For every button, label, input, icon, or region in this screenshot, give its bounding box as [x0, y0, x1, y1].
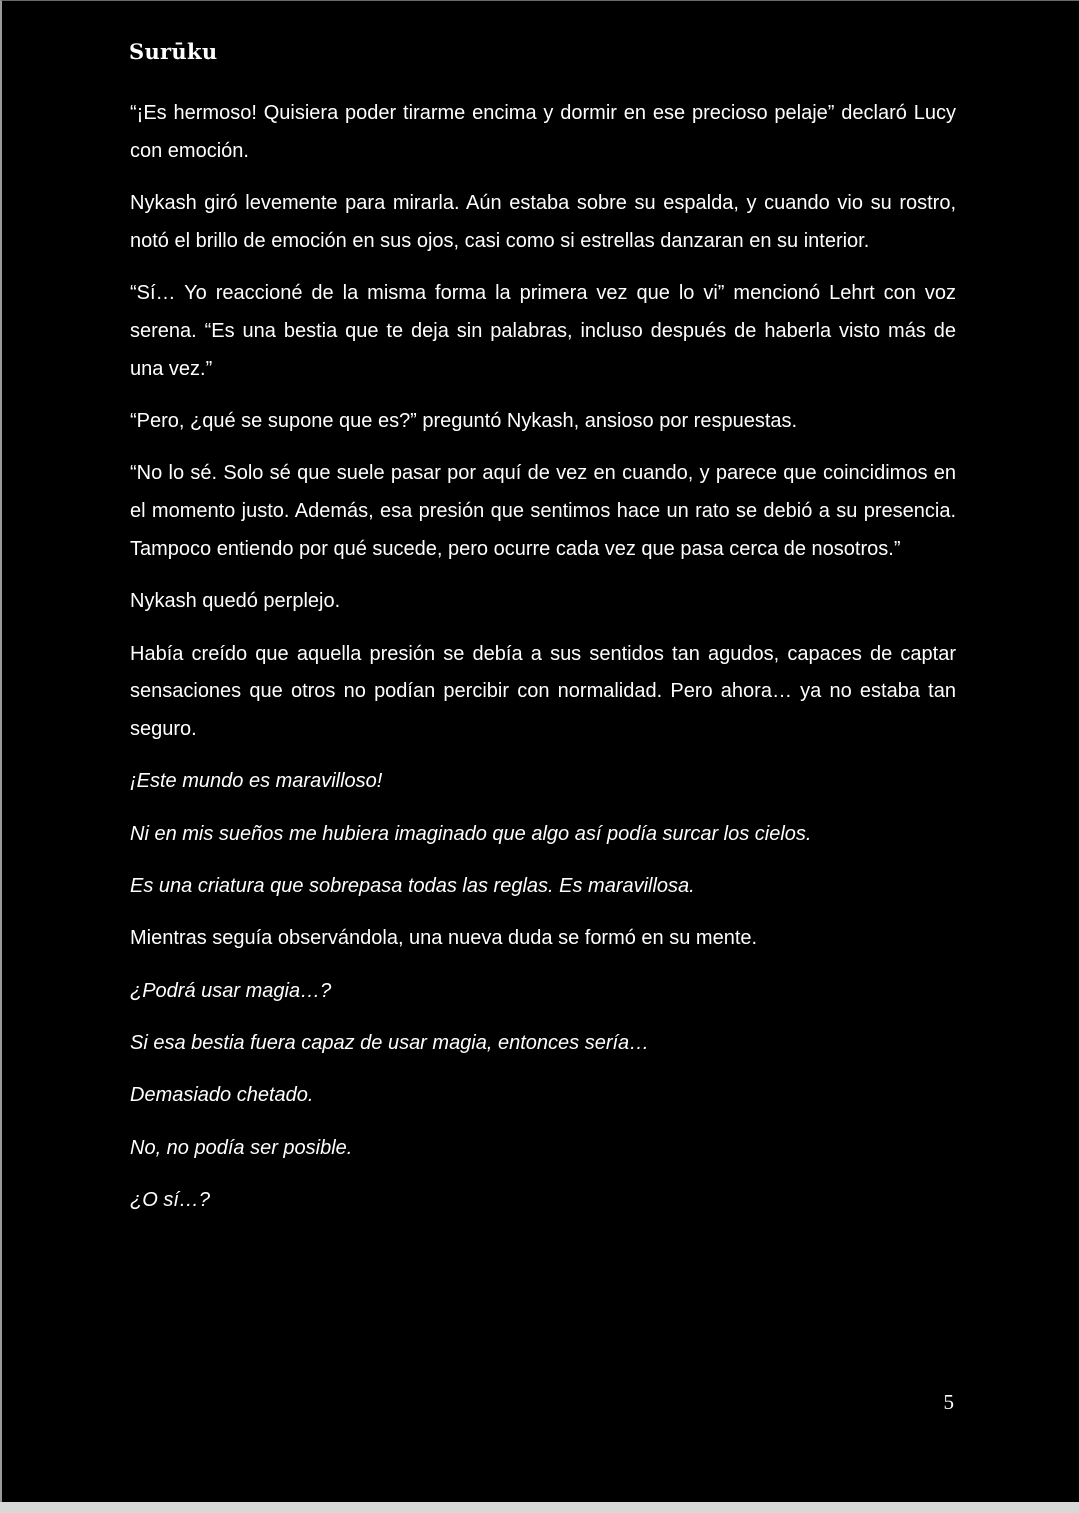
running-header-title: Surūku: [129, 39, 218, 64]
thought-paragraph: Si esa bestia fuera capaz de usar magia, entonces sería…: [130, 1031, 650, 1054]
paragraph: “¡Es hermoso! Quisiera poder tirarme encima y dormir en ese precioso pelaje” declaró Lucy con emoción.: [130, 102, 956, 162]
thought-paragraph: Es una criatura que sobrepasa todas las reglas. Es maravillosa.: [130, 875, 695, 898]
paragraph: “Sí… Yo reaccioné de la misma forma la primera vez que lo vi” mencionó Lehrt con voz serena. “Es una bestia que te deja sin palabras, incluso después de haberla visto más de una vez.”: [130, 282, 956, 380]
paragraph: Nykash quedó perplejo.: [130, 590, 341, 613]
paragraph: Mientras seguía observándola, una nueva duda se formó en su mente.: [130, 927, 758, 950]
paragraph: Nykash giró levemente para mirarla. Aún estaba sobre su espalda, y cuando vio su rostro, notó el brillo de emoción en sus ojos, casi como si estrellas danzaran en su interior.: [130, 192, 956, 252]
thought-paragraph: No, no podía ser posible.: [130, 1136, 353, 1159]
body-text: [130, 95, 956, 1234]
paragraph: “No lo sé. Solo sé que suele pasar por aquí de vez en cuando, y parece que coincidimos en el momento justo. Además, esa presión que sentimos hace un rato se debió a su presencia. Tampoco entiendo por qué sucede, pero ocurre cada vez que pasa cerca de nosotros.”: [130, 462, 956, 560]
paragraph: “Pero, ¿qué se supone que es?” preguntó Nykash, ansioso por respuestas.: [130, 410, 798, 433]
page-number: 5: [943, 1390, 954, 1414]
thought-paragraph: ¿O sí…?: [130, 1188, 211, 1211]
thought-paragraph: Demasiado chetado.: [130, 1084, 314, 1107]
paragraph: Había creído que aquella presión se debía a sus sentidos tan agudos, capaces de captar sensaciones que otros no podían percibir con normalidad. Pero ahora… ya no estaba tan seguro.: [130, 642, 956, 741]
thought-paragraph: ¿Podrá usar magia…?: [130, 979, 332, 1002]
thought-paragraph: ¡Este mundo es maravilloso!: [130, 770, 383, 793]
thought-paragraph: Ni en mis sueños me hubiera imaginado que algo así podía surcar los cielos.: [130, 822, 812, 845]
